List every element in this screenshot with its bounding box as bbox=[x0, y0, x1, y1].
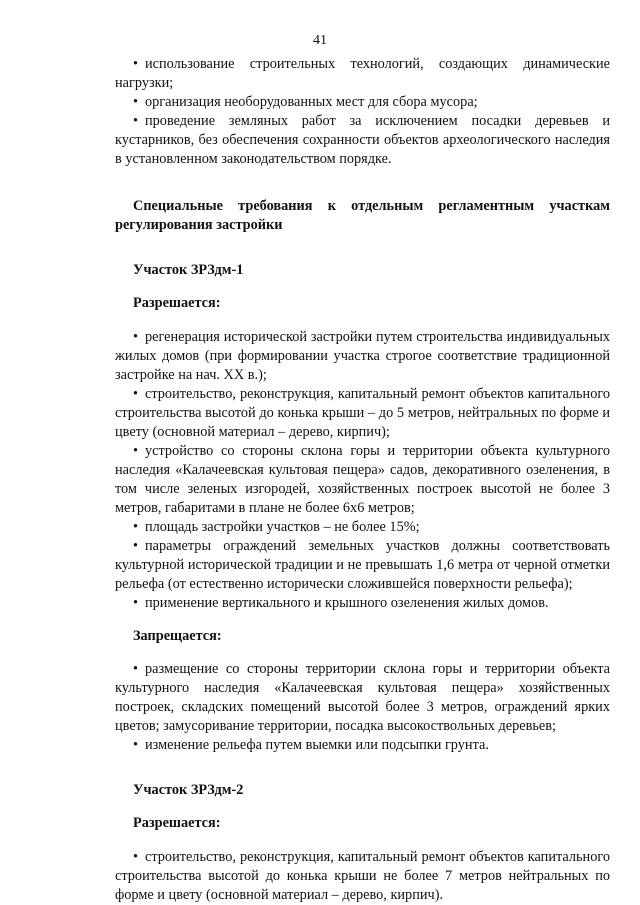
allowed-item bbox=[115, 518, 610, 537]
forbidden-item bbox=[115, 660, 610, 736]
allowed-item-text: регенерация исторической застройки путем строительства индивидуальных жилых домов (при формировании участка строгое соответствие традиционной застройке на нач. XX в.); bbox=[115, 328, 610, 383]
forbidden-label: Запрещается: bbox=[133, 627, 222, 644]
intro-item bbox=[115, 93, 610, 112]
allowed-label: Разрешается: bbox=[133, 295, 221, 312]
allowed-item-text: строительство, реконструкция, капитальный ремонт объектов капитального строительства высотой до конька крыши не более 7 метров нейтральных по форме и цвету (основной материал – дерево, кирпич). bbox=[115, 848, 610, 903]
bullet-icon: • bbox=[133, 385, 139, 402]
bullet-icon: • bbox=[133, 113, 139, 129]
page-content bbox=[115, 55, 610, 905]
bullet-icon: • bbox=[133, 442, 139, 459]
page-number: 41 bbox=[313, 33, 327, 48]
allowed-item bbox=[115, 328, 610, 385]
bullet-icon: • bbox=[133, 94, 139, 110]
allowed-item-text: параметры ограждений земельных участков должны соответствовать культурной исторической традиции и не превышать 1,6 метра от черной отметки рельефа (от естественно исторически сложившейся поверхности рельефа); bbox=[115, 537, 610, 592]
allowed-label: Разрешается: bbox=[133, 815, 221, 832]
bullet-icon: • bbox=[133, 737, 139, 754]
allowed-item bbox=[115, 594, 610, 613]
allowed-item-text: применение вертикального и крышного озеленения жилых домов. bbox=[145, 594, 549, 611]
section-title: Участок ЗРЗдм-1 bbox=[133, 262, 244, 278]
allowed-item-text: строительство, реконструкция, капитальный ремонт объектов капитального строительства высотой до конька крыши – до 5 метров, нейтральных по форме и цвету (основной материал – дерево, кирпич); bbox=[115, 385, 610, 440]
bullet-icon: • bbox=[133, 848, 139, 865]
bullet-icon: • bbox=[133, 661, 139, 678]
bullet-icon: • bbox=[133, 56, 139, 72]
allowed-item-text: площадь застройки участков – не более 15%; bbox=[145, 518, 420, 535]
bullet-icon: • bbox=[133, 328, 139, 345]
bullet-icon: • bbox=[133, 537, 139, 554]
section-title: Участок ЗРЗдм-2 bbox=[133, 782, 244, 799]
intro-item-text: использование строительных технологий, создающих динамические нагрузки; bbox=[115, 56, 610, 91]
allowed-item bbox=[115, 537, 610, 594]
intro-item-text: проведение земляных работ за исключением посадки деревьев и кустарников, без обеспечения сохранности объектов археологического наследия в установленном законодательством порядке. bbox=[115, 113, 610, 167]
allowed-item-text: устройство со стороны склона горы и территории объекта культурного наследия «Калачеевская культовая пещера» садов, декоративного озеленения, в том числе зеленых изгородей, хозяйственных построек высотой не более 3 метров, габаритами в плане не более 6х6 метров; bbox=[115, 442, 610, 516]
allowed-item bbox=[115, 848, 610, 905]
section-heading: Специальные требования к отдельным регламентным участкам регулирования застройки bbox=[115, 198, 610, 233]
allowed-item bbox=[115, 442, 610, 518]
intro-item bbox=[115, 112, 610, 169]
forbidden-item bbox=[115, 736, 610, 755]
bullet-icon: • bbox=[133, 594, 139, 611]
forbidden-item-text: размещение со стороны территории склона горы и территории объекта культурного наследия «Калачеевская культовая пещера» хозяйственных построек, складских помещений высотой более 3 метров, ограждений ярких цветов; замусоривание территории, посадка высокоствольных деревьев; bbox=[115, 661, 610, 735]
forbidden-item-text: изменение рельефа путем выемки или подсыпки грунта. bbox=[145, 737, 489, 754]
bullet-icon: • bbox=[133, 518, 139, 535]
intro-item-text: организация необорудованных мест для сбора мусора; bbox=[145, 94, 478, 110]
intro-item bbox=[115, 55, 610, 93]
allowed-item bbox=[115, 385, 610, 442]
